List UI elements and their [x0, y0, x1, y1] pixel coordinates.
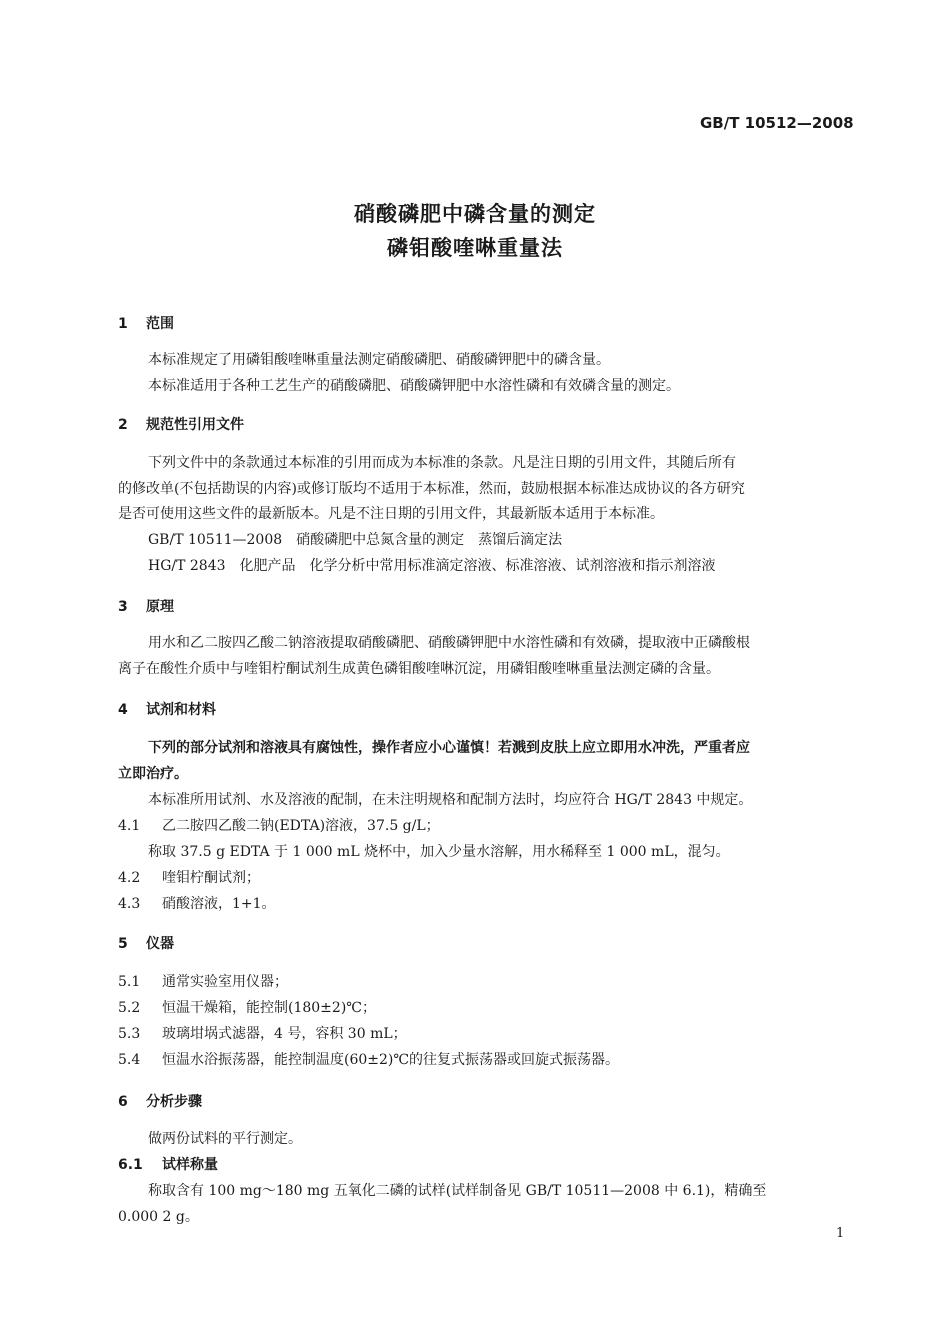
paragraph: 本标准适用于各种工艺生产的硝酸磷肥、硝酸磷钾肥中水溶性磷和有效磷含量的测定。 — [148, 378, 680, 394]
clause-text: 恒温水浴振荡器，能控制温度(60±2)℃的往复式振荡器或回旋式振荡器。 — [162, 1052, 620, 1068]
paragraph-line: 的修改单(不包括勘误的内容)或修订版均不适用于本标准，然而，鼓励根据本标准达成协议的各方研究 — [118, 481, 745, 497]
clause-text: 硝酸溶液，1+1。 — [162, 896, 276, 912]
section-number: 3 — [118, 599, 128, 615]
paragraph-line: 下列文件中的条款通过本标准的引用而成为本标准的条款。凡是注日期的引用文件，其随后所有 — [148, 455, 736, 471]
clause-5-3 — [118, 1023, 407, 1043]
section-title: 原理 — [146, 599, 174, 615]
reference-item: GB/T 10511—2008 硝酸磷肥中总氮含量的测定 蒸馏后滴定法 — [148, 532, 563, 548]
section-4-heading — [118, 699, 216, 719]
clause-5-1 — [118, 971, 288, 991]
paragraph-line: 是否可使用这些文件的最新版本。凡是不注日期的引用文件，其最新版本适用于本标准。 — [118, 506, 664, 522]
paragraph-line: 称取含有 100 mg～180 mg 五氧化二磷的试样(试样制备见 GB/T 10511—2008 中 6.1)，精确至 — [148, 1183, 767, 1199]
clause-number: 4.1 — [118, 818, 141, 834]
paragraph-line: 0.000 2 g。 — [118, 1209, 199, 1225]
clause-5-2 — [118, 997, 376, 1017]
clause-number: 5.4 — [118, 1052, 141, 1068]
section-title: 规范性引用文件 — [146, 417, 244, 433]
section-6-heading — [118, 1091, 202, 1111]
reference-item: HG/T 2843 化肥产品 化学分析中常用标准滴定溶液、标准溶液、试剂溶液和指示剂溶液 — [148, 558, 716, 574]
section-title: 范围 — [146, 316, 174, 332]
clause-number: 6.1 — [118, 1157, 143, 1173]
clause-text: 恒温干燥箱，能控制(180±2)℃； — [162, 1000, 376, 1016]
section-3-heading — [118, 596, 174, 616]
clause-text: 喹钼柠酮试剂； — [162, 870, 260, 886]
section-number: 6 — [118, 1094, 128, 1110]
clause-text: 玻璃坩埚式滤器，4 号，容积 30 mL； — [162, 1026, 407, 1042]
clause-number: 5.1 — [118, 974, 141, 990]
paragraph: 本标准规定了用磷钼酸喹啉重量法测定硝酸磷肥、硝酸磷钾肥中的磷含量。 — [148, 352, 610, 368]
clause-number: 5.3 — [118, 1026, 141, 1042]
standard-code: GB/T 10512—2008 — [700, 114, 854, 132]
section-number: 1 — [118, 316, 128, 332]
section-title: 仪器 — [146, 936, 174, 952]
clause-6-1-heading — [118, 1154, 218, 1174]
clause-number: 4.3 — [118, 896, 141, 912]
page-number: 1 — [836, 1226, 845, 1241]
section-title: 分析步骤 — [146, 1094, 202, 1110]
section-number: 5 — [118, 936, 128, 952]
warning-text-line: 立即治疗。 — [118, 766, 188, 782]
paragraph-line: 用水和乙二胺四乙酸二钠溶液提取硝酸磷肥、硝酸磷钾肥中水溶性磷和有效磷，提取液中正磷酸根 — [148, 635, 750, 651]
paragraph: 做两份试料的平行测定。 — [148, 1131, 302, 1147]
document-title-line2: 磷钼酸喹啉重量法 — [387, 236, 563, 260]
warning-text-line: 下列的部分试剂和溶液具有腐蚀性，操作者应小心谨慎！若溅到皮肤上应立即用水冲洗，严重者应 — [148, 740, 750, 756]
clause-title: 试样称量 — [162, 1157, 218, 1173]
document-title-line1: 硝酸磷肥中磷含量的测定 — [354, 202, 596, 226]
paragraph: 本标准所用试剂、水及溶液的配制，在未注明规格和配制方法时，均应符合 HG/T 2843 中规定。 — [148, 792, 753, 808]
section-1-heading — [118, 313, 174, 333]
section-2-heading — [118, 414, 244, 434]
clause-4-2 — [118, 867, 260, 887]
section-number: 4 — [118, 702, 128, 718]
clause-number: 4.2 — [118, 870, 141, 886]
clause-4-3 — [118, 893, 276, 913]
clause-text: 乙二胺四乙酸二钠(EDTA)溶液，37.5 g/L； — [162, 818, 440, 834]
clause-text: 通常实验室用仪器； — [162, 974, 288, 990]
clause-4-1 — [118, 815, 440, 835]
paragraph-line: 离子在酸性介质中与喹钼柠酮试剂生成黄色磷钼酸喹啉沉淀，用磷钼酸喹啉重量法测定磷的含量。 — [118, 661, 720, 677]
section-title: 试剂和材料 — [146, 702, 216, 718]
clause-detail: 称取 37.5 g EDTA 于 1 000 mL 烧杯中，加入少量水溶解，用水稀释至 1 000 mL，混匀。 — [148, 844, 730, 860]
clause-number: 5.2 — [118, 1000, 141, 1016]
section-number: 2 — [118, 417, 128, 433]
clause-5-4 — [118, 1049, 619, 1069]
section-5-heading — [118, 933, 174, 953]
